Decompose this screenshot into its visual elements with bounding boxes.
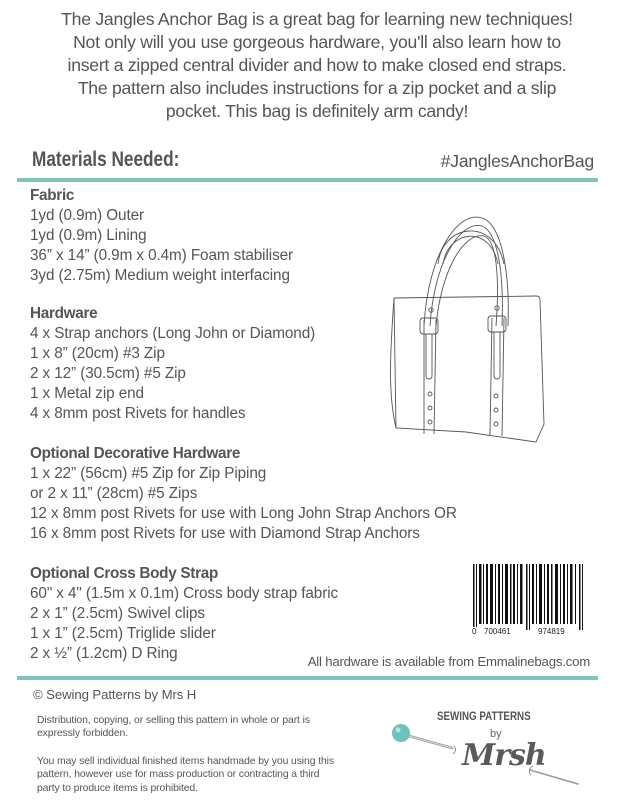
list-item: 1 x Metal zip end	[30, 385, 144, 402]
intro-line: insert a zipped central divider and how to make closed end straps.	[67, 55, 567, 75]
legal-sales-notice	[37, 755, 377, 795]
section-optional-decorative-hardware	[30, 444, 457, 544]
list-item: 1 x 1” (2.5cm) Triglide slider	[30, 625, 216, 642]
materials-heading: Materials Needed:	[32, 148, 180, 171]
intro-paragraph	[20, 8, 614, 123]
list-item: 2 x 1” (2.5cm) Swivel clips	[30, 605, 205, 622]
hardware-availability-note: All hardware is available from Emmalinebags.com	[307, 654, 590, 669]
list-item: 1 x 22” (56cm) #5 Zip for Zip Piping	[30, 465, 267, 482]
tote-bag-illustration-icon	[386, 214, 566, 454]
section-title: Fabric	[30, 187, 75, 204]
legal-line: Distribution, copying, or selling this pattern in whole or part is	[37, 715, 310, 726]
section-title: Optional Cross Body Strap	[30, 565, 218, 582]
barcode-right-digits: 974819	[538, 627, 565, 636]
list-item: 4 x 8mm post Rivets for handles	[30, 405, 246, 422]
section-hardware	[30, 304, 315, 424]
list-item: 3yd (2.75m) Medium weight interfacing	[30, 267, 290, 284]
list-item: 16 x 8mm post Rivets for use with Diamond Strap Anchors	[30, 525, 420, 542]
logo-title: SEWING PATTERNS	[437, 711, 531, 723]
list-item: or 2 x 11” (28cm) #5 Zips	[30, 485, 198, 502]
barcode-lead-digit: 0	[472, 627, 477, 636]
list-item: 60" x 4" (1.5m x 0.1m) Cross body strap fabric	[30, 585, 339, 602]
legal-line: expressly forbidden.	[37, 728, 128, 740]
legal-distribution-notice	[37, 714, 377, 741]
legal-line: You may sell individual finished items handmade by you using this	[37, 756, 334, 767]
copyright-notice: © Sewing Patterns by Mrs H	[33, 687, 197, 702]
list-item: 12 x 8mm post Rivets for use with Long John Strap Anchors OR	[30, 505, 457, 522]
divider-top	[17, 178, 598, 182]
intro-line: Not only will you use gorgeous hardware, you'll also learn how to	[73, 32, 561, 52]
barcode-icon	[471, 564, 589, 624]
section-title: Hardware	[30, 305, 98, 322]
list-item: 2 x 12” (30.5cm) #5 Zip	[30, 365, 186, 382]
list-item: 1yd (0.9m) Outer	[30, 207, 145, 224]
hashtag: #JanglesAnchorBag	[440, 151, 594, 171]
list-item: 36” x 14” (0.9m x 0.4m) Foam stabiliser	[30, 247, 294, 264]
logo-script: Mrsh	[462, 738, 546, 773]
divider-bottom	[17, 676, 598, 680]
barcode-number	[471, 627, 589, 639]
logo-by: by	[490, 728, 502, 740]
list-item: 2 x ½” (1.2cm) D Ring	[30, 645, 178, 662]
legal-line: party to produce items is prohibited.	[37, 782, 198, 794]
brand-logo	[390, 706, 590, 796]
legal-line: pattern, however use for mass production or contracting a third	[37, 769, 320, 781]
list-item: 1yd (0.9m) Lining	[30, 227, 147, 244]
intro-line: The Jangles Anchor Bag is a great bag for learning new techniques!	[61, 9, 573, 29]
list-item: 4 x Strap anchors (Long John or Diamond)	[30, 325, 316, 342]
list-item: 1 x 8” (20cm) #3 Zip	[30, 345, 165, 362]
section-title: Optional Decorative Hardware	[30, 445, 241, 462]
section-optional-cross-body-strap	[30, 564, 338, 664]
intro-line: The pattern also includes instructions for a zip pocket and a slip	[77, 78, 557, 98]
intro-line: pocket. This bag is definitely arm candy!	[165, 101, 469, 121]
barcode-left-digits: 700461	[484, 627, 511, 636]
section-fabric	[30, 186, 293, 286]
